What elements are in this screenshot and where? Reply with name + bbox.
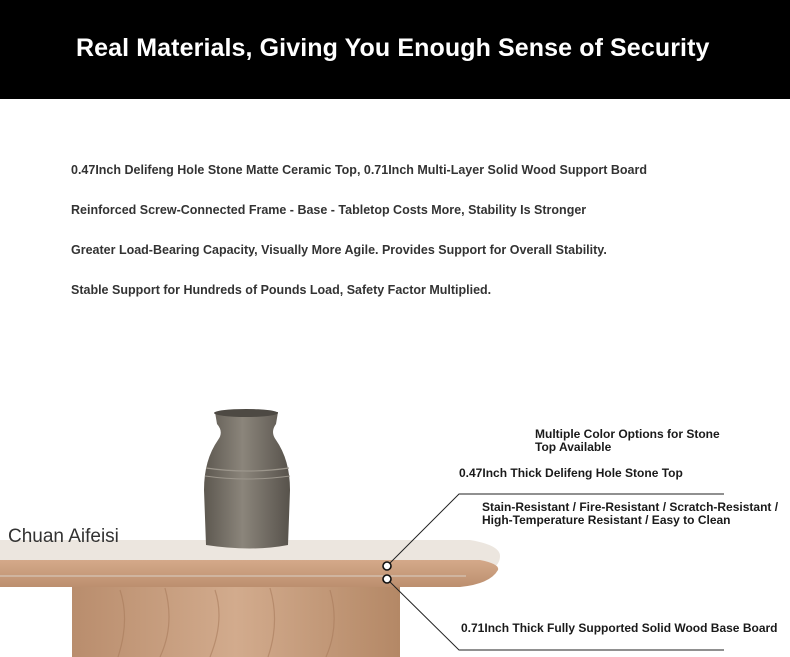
wood-base-illustration xyxy=(72,585,400,657)
page-title: Real Materials, Giving You Enough Sense of Security xyxy=(76,34,710,62)
feature-item: Stable Support for Hundreds of Pounds Load, Safety Factor Multiplied. xyxy=(71,283,492,297)
feature-item: 0.47Inch Delifeng Hole Stone Matte Ceramic Top, 0.71Inch Multi-Layer Solid Wood Support Board xyxy=(71,163,648,177)
callout-base-board: 0.71Inch Thick Fully Supported Solid Wood Base Board xyxy=(461,621,778,635)
callout-stone-top: 0.47Inch Thick Delifeng Hole Stone Top xyxy=(459,466,683,480)
callout-marker-icon xyxy=(383,562,391,570)
callout-marker-icon xyxy=(383,575,391,583)
header-banner xyxy=(0,0,790,99)
feature-item: Greater Load-Bearing Capacity, Visually More Agile. Provides Support for Overall Stability. xyxy=(71,243,607,257)
callout-resistances: Stain-Resistant / Fire-Resistant / Scratch-Resistant / High-Temperature Resistant / Easy to Clean xyxy=(482,500,779,527)
vase-illustration xyxy=(204,409,290,549)
callout-color-options: Multiple Color Options for Stone Top Available xyxy=(535,427,720,454)
brand-name: Chuan Aifeisi xyxy=(8,526,119,547)
feature-item: Reinforced Screw-Connected Frame - Base - Tabletop Costs More, Stability Is Stronger xyxy=(71,203,587,217)
